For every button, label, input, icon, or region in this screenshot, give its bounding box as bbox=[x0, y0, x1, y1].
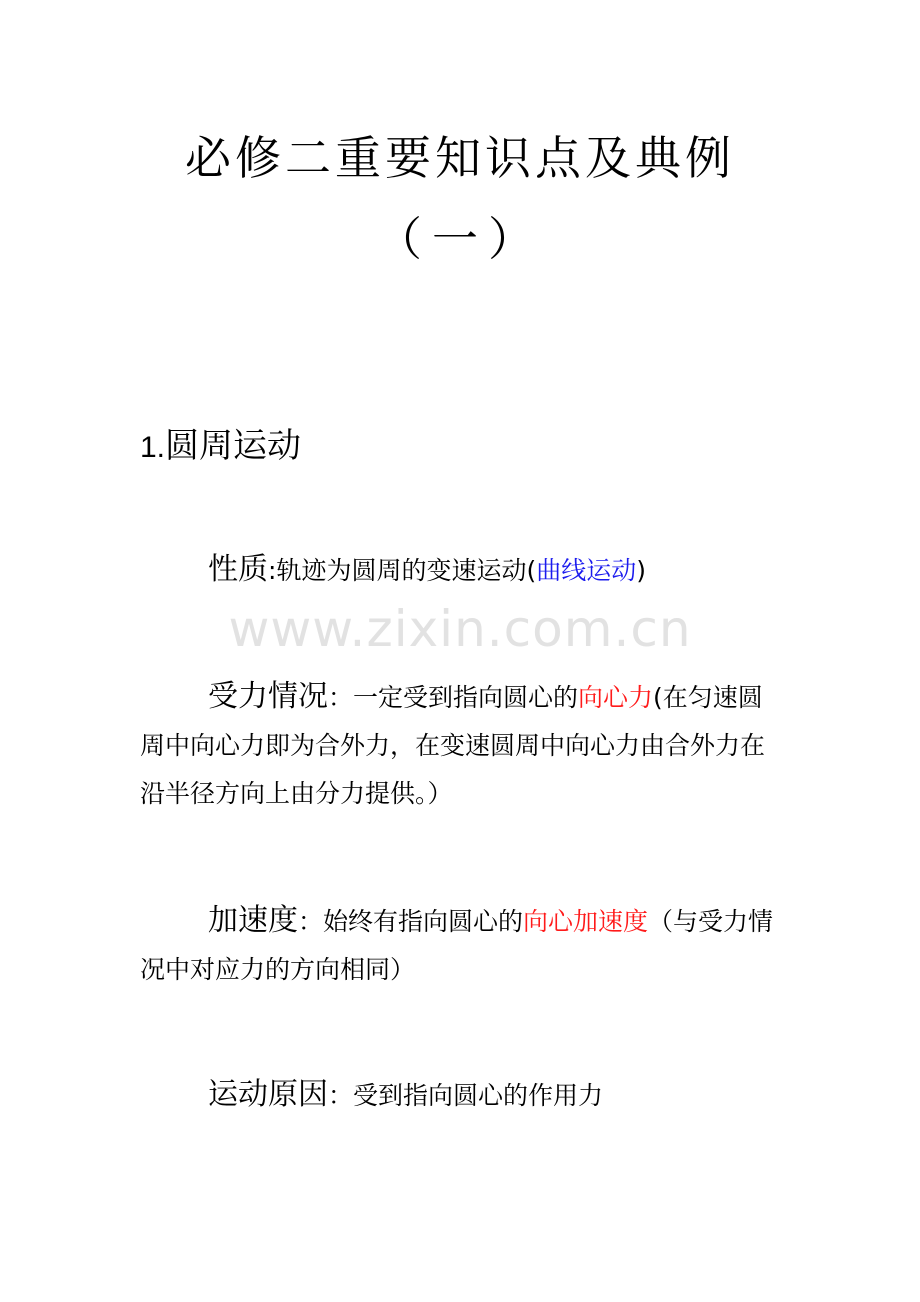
accel-colon: ： bbox=[298, 907, 324, 936]
nature-text-after: ) bbox=[636, 556, 646, 585]
section-heading bbox=[140, 418, 301, 467]
accel-highlight: 向心加速度 bbox=[523, 907, 649, 936]
paragraph-force bbox=[140, 673, 785, 818]
accel-text: 始终有指向圆心的 bbox=[323, 907, 524, 936]
paragraph-cause bbox=[140, 1071, 785, 1120]
watermark: www.zixin.com.cn bbox=[228, 600, 692, 658]
force-label: 受力情况 bbox=[208, 679, 328, 714]
document-subtitle: （一） bbox=[376, 212, 544, 266]
nature-colon: : bbox=[268, 556, 277, 585]
cause-colon: ： bbox=[328, 1081, 354, 1110]
force-text: 一定受到指向圆心的 bbox=[353, 683, 579, 712]
paragraph-nature bbox=[140, 546, 785, 595]
paragraph-acceleration bbox=[140, 897, 785, 994]
force-colon: ： bbox=[328, 683, 354, 712]
force-highlight: 向心力 bbox=[578, 683, 654, 712]
cause-label: 运动原因 bbox=[208, 1077, 328, 1112]
accel-text-after: （与受力情况中对应力的方向相同） bbox=[140, 907, 774, 984]
cause-text: 受到指向圆心的作用力 bbox=[353, 1081, 604, 1110]
nature-text: 轨迹为圆周的变速运动( bbox=[276, 556, 537, 585]
nature-highlight: 曲线运动 bbox=[536, 556, 637, 585]
accel-label: 加速度 bbox=[208, 903, 298, 938]
section-number: 1. bbox=[140, 431, 166, 464]
document-title: 必修二重要知识点及典例 bbox=[185, 131, 735, 185]
nature-label: 性质 bbox=[208, 552, 268, 587]
section-title: 圆周运动 bbox=[165, 426, 302, 466]
force-text-after: (在匀速圆周中向心力即为合外力，在变速圆周中向心力由合外力在沿半径方向上由分力提供。） bbox=[140, 683, 766, 808]
